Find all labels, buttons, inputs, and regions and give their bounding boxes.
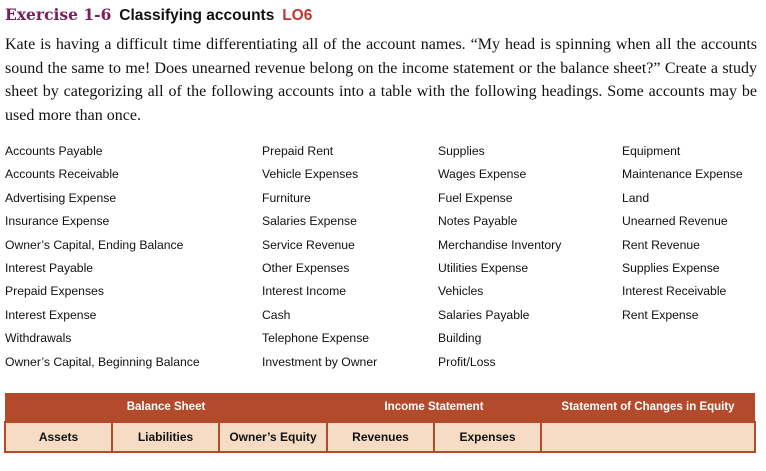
account-item: Interest Income [262,284,346,299]
account-item: Insurance Expense [5,214,110,229]
account-item: Building [438,331,482,346]
account-item: Rent Revenue [622,237,700,252]
account-item: Furniture [262,190,311,205]
owners-equity-header: Owner’s Equity [219,422,327,452]
account-item: Utilities Expense [438,260,529,275]
account-item: Owner’s Capital, Ending Balance [5,237,184,252]
table-group-header [5,393,755,422]
liabilities-header: Liabilities [112,422,219,452]
expenses-header: Expenses [434,422,541,452]
account-item: Owner’s Capital, Beginning Balance [5,354,200,369]
account-item: Unearned Revenue [622,214,728,229]
account-item: Profit/Loss [438,354,496,369]
account-item: Supplies Expense [622,260,720,275]
account-item: Salaries Expense [262,214,357,229]
balance-sheet-header: Balance Sheet [5,393,327,422]
account-item: Prepaid Expenses [5,284,104,299]
account-item: Wages Expense [438,167,527,182]
account-column-1 [5,140,200,374]
account-item: Equipment [622,144,681,158]
account-column-2 [262,140,377,374]
study-sheet-table [4,393,756,453]
account-item: Rent Expense [622,307,699,322]
account-item: Advertising Expense [5,190,117,205]
account-item: Other Expenses [262,260,350,275]
account-item: Accounts Receivable [5,167,119,182]
account-item: Interest Payable [5,260,94,275]
assets-header: Assets [5,422,112,452]
changes-in-equity-header: Statement of Changes in Equity [541,393,755,422]
exercise-number: Exercise 1-6 [5,5,112,24]
account-item: Salaries Payable [438,307,530,322]
account-list [5,140,765,380]
account-item: Land [622,190,650,205]
account-item: Maintenance Expense [622,167,743,182]
revenues-header: Revenues [327,422,434,452]
exercise-heading [5,5,312,25]
account-item: Vehicles [438,284,484,299]
account-item: Telephone Expense [262,331,370,346]
account-item: Merchandise Inventory [438,237,562,252]
exercise-title: Classifying accounts [119,7,275,24]
account-item: Notes Payable [438,214,518,229]
account-item: Vehicle Expenses [262,167,359,182]
account-item: Fuel Expense [438,190,513,205]
account-column-3 [438,140,561,374]
account-column-4 [622,140,743,327]
instructions-paragraph: Kate is having a difficult time differentiating all of the account names. “My head is spinning when all the accounts sound the same to me! Does unearned revenue belong on the income statement or the balance sheet?” Create a study sheet by categorizing all of the following accounts into a table with the following headings. Some accounts may be used more than once. [5,36,757,124]
account-item: Interest Receivable [622,284,727,299]
changes-in-equity-cell [541,422,755,452]
account-item: Accounts Payable [5,144,103,158]
account-item: Withdrawals [5,331,72,346]
account-item: Supplies [438,144,485,158]
table-column-header [5,422,755,452]
account-item: Cash [262,307,291,322]
account-item: Prepaid Rent [262,144,334,158]
account-item: Interest Expense [5,307,97,322]
account-item: Investment by Owner [262,354,378,369]
income-statement-header: Income Statement [327,393,541,422]
learning-objective: LO6 [282,7,313,24]
account-item: Service Revenue [262,237,355,252]
